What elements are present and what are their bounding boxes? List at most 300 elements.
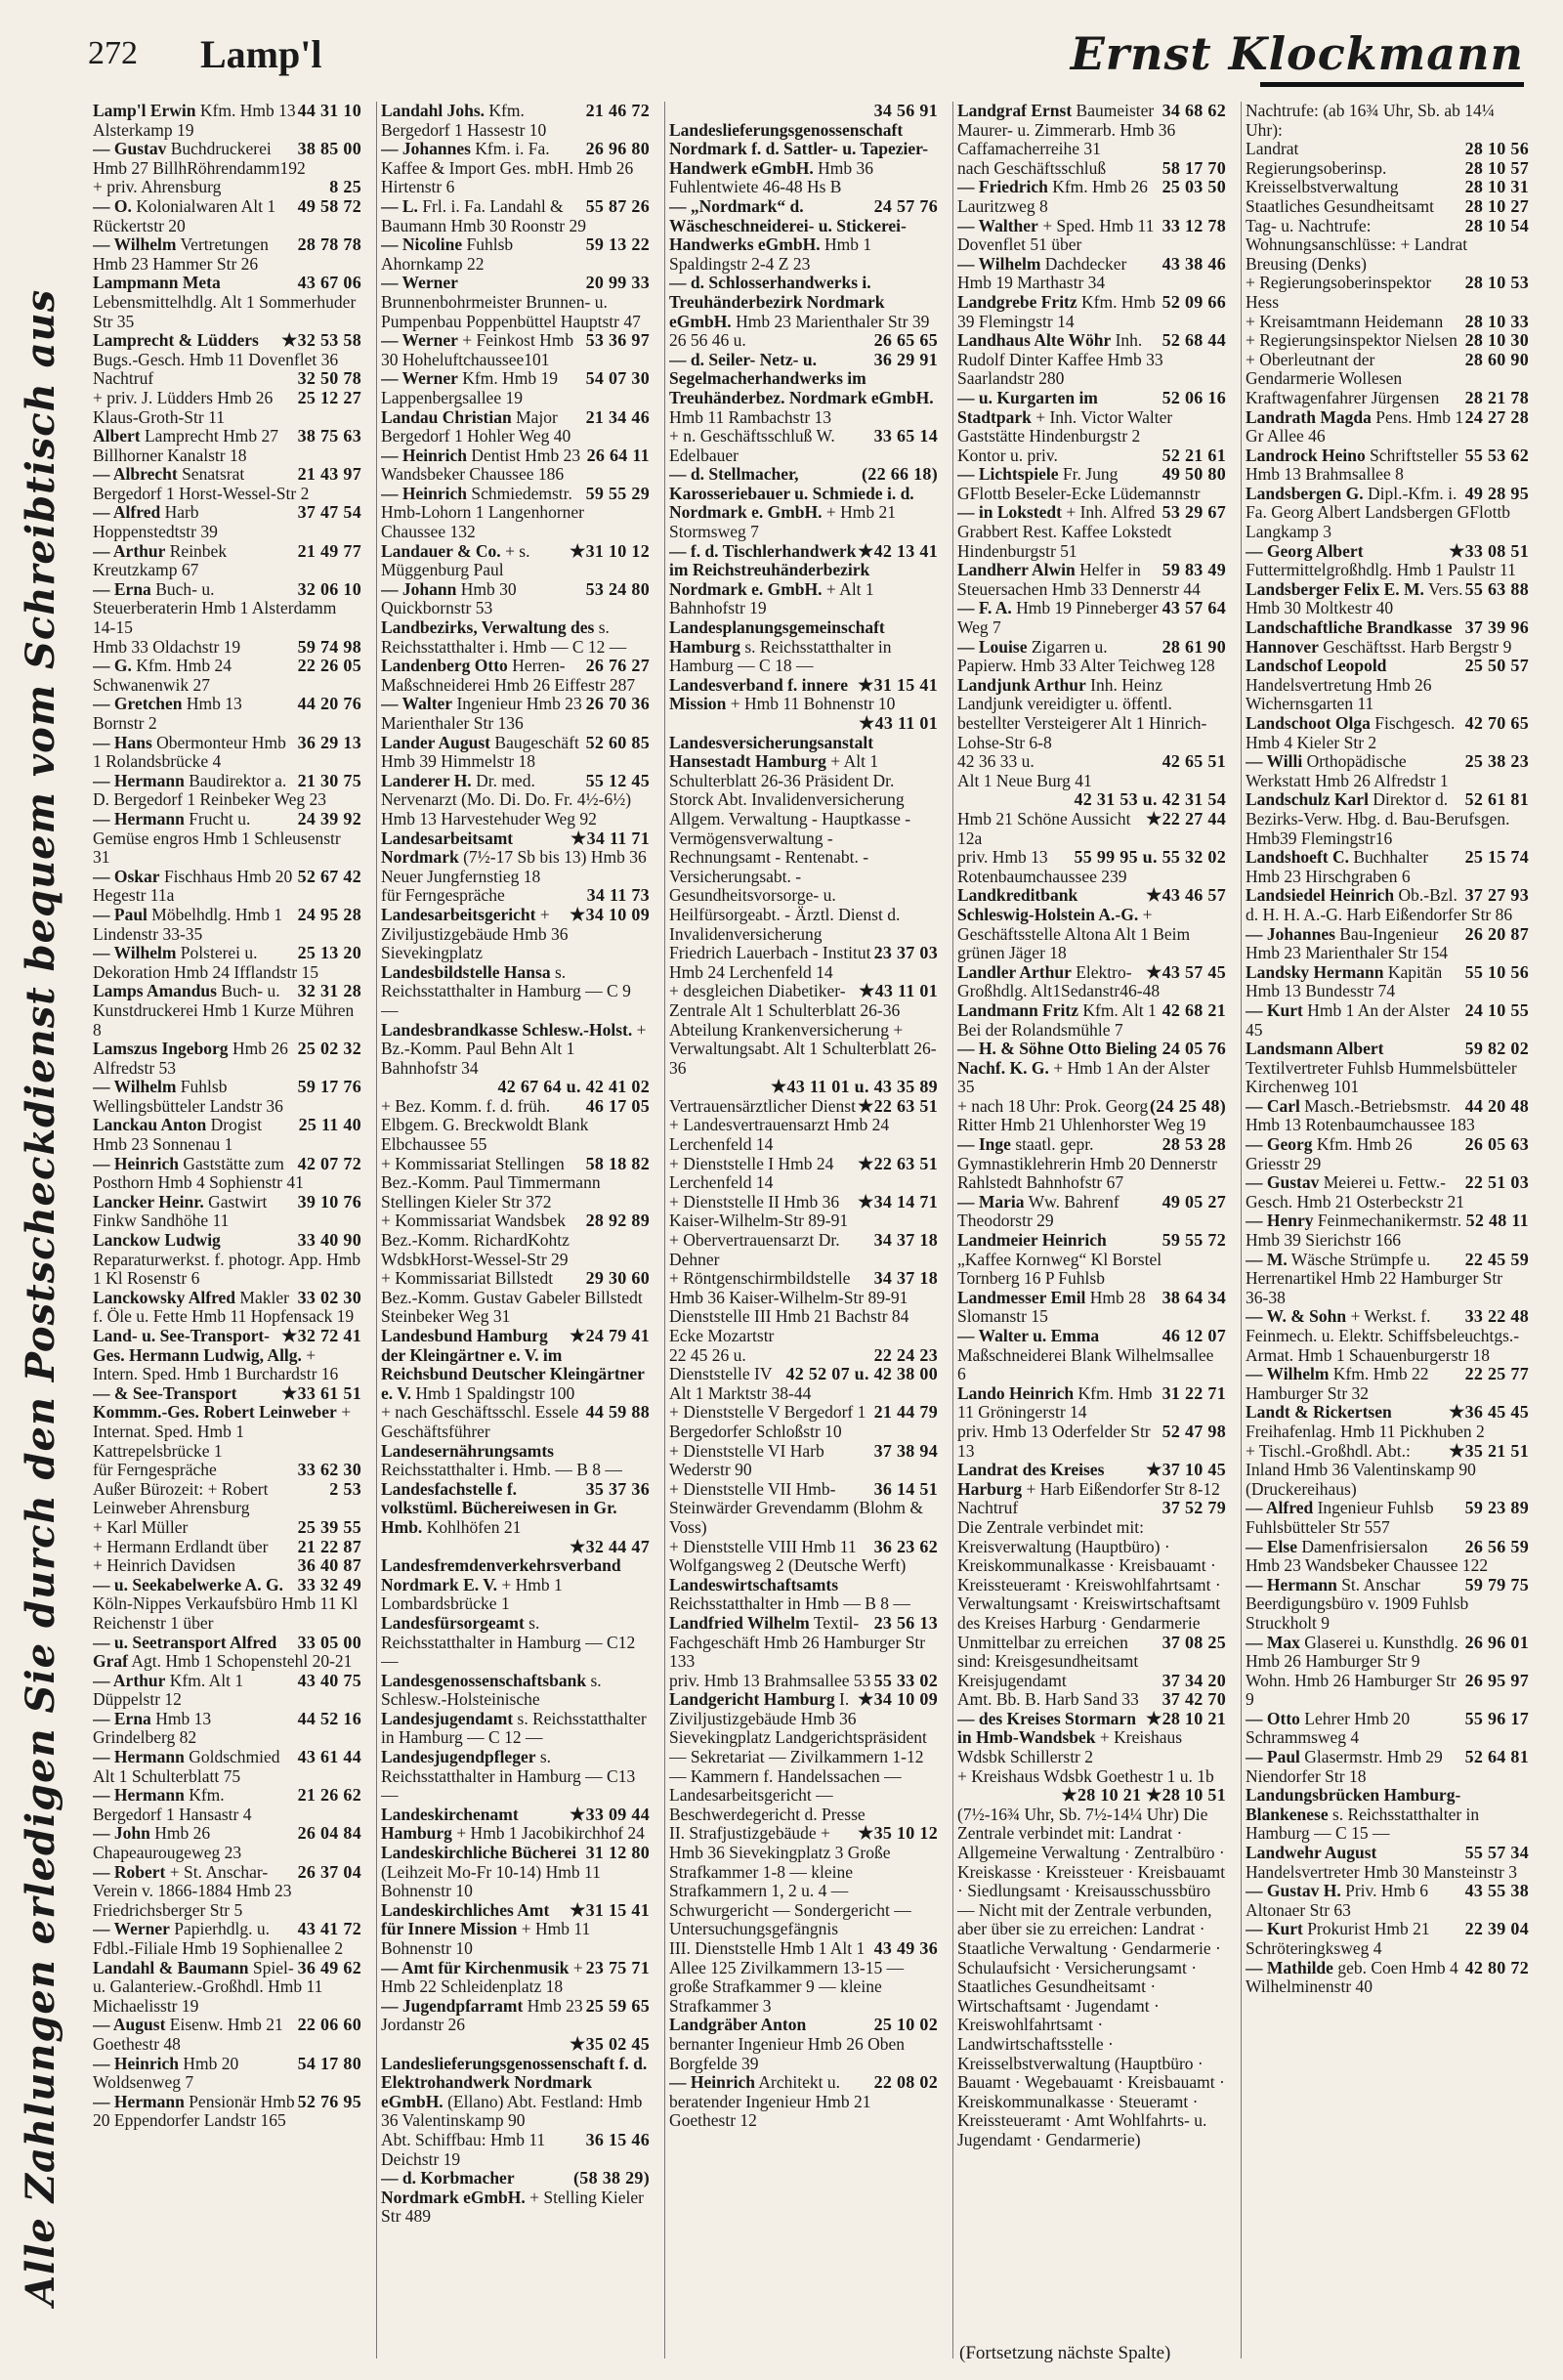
directory-entry [957,1001,1226,1040]
directory-entry [1246,1920,1529,1958]
phone-number: 24 95 28 [297,904,361,924]
entry-details: s. Reichsstatthalter in Hamburg — C 12 — [381,1708,647,1748]
entry-name: — L. [381,195,418,216]
entry-name: Landeslieferungsgenossenschaft f. d. Elektrohandwerk Nordmark eGmbH. [381,2053,648,2111]
directory-entry [93,2016,361,2054]
phone-number: ★36 45 45 [1449,1402,1529,1423]
phone-number: 33 12 78 [1162,215,1226,235]
entry-name: — Alfred [1246,1498,1314,1518]
directory-entry [669,1021,938,1079]
phone-number: 33 05 00 [297,1632,361,1652]
entry-details: + Alt 1 Bahnhofstr 19 [669,578,874,618]
phone-number: 37 42 70 [1162,1689,1226,1710]
directory-entry [669,1403,938,1441]
entry-details: Kfm. Hmb 11 Gröningerstr 14 [957,1382,1153,1423]
entry-name: Lampmann Meta [93,273,221,293]
entry-details: III. Dienststelle Hmb 1 Alt 1 Allee 125 Zivilkammern 13-15 — große Strafkammer 9 — kleine Strafkammer 3 [669,1938,905,2016]
entry-details: + priv. Ahrensburg [93,177,222,197]
phone-number: 42 68 21 [1162,999,1226,1020]
entry-name: Landesjugendamt [381,1708,514,1728]
directory-entry [1246,102,1529,140]
directory-entry [669,102,938,197]
entry-details: Nachtrufe: (ab 16¾ Uhr, Sb. ab 14¼ Uhr): [1246,102,1495,140]
entry-details: Buch- u. Steuerberaterin Hmb 1 Alsterdamm 14-15 [93,578,337,638]
running-head: Lamp'l [200,32,322,76]
entry-details: Polsterei u. Dekoration Hmb 24 Ifflandstr 15 [93,943,319,982]
entry-details: Hmb 1 An der Alster 45 [1246,999,1451,1040]
directory-entry [381,1327,650,1403]
entry-name: — Wilhelm [957,253,1041,274]
directory-entry [957,676,1226,752]
entry-name: Landwehr August [1246,1843,1377,1863]
entry-details: + Hmb 1 Jacobikirchhof 24 [456,1823,645,1844]
entry-details: + Dienststelle VI Harb Wederstr 90 [669,1440,824,1480]
entry-name: Landeswirtschaftsamts [669,1574,839,1594]
entry-details: + Hmb 22 Schleidenplatz 18 [381,1957,583,1997]
phone-number: 36 29 13 [297,732,361,752]
directory-entry [1246,1135,1529,1173]
entry-name: — Maria [957,1191,1025,1211]
phone-number: 37 47 54 [297,502,361,523]
entry-name: Landesfürsorgeamt [381,1612,525,1633]
directory-entry [1246,1748,1529,1786]
entry-details: s. Reichsstatthalter in Hamburg — C12 — [381,1612,636,1672]
directory-entry [1246,886,1529,924]
entry-name: — Heinrich [381,445,467,465]
entry-name: Landesfachstelle f. volkstüml. Büchereiwesen in Gr. Hmb. [381,1478,617,1537]
entry-name: — W. & Sohn [1246,1306,1347,1327]
entry-details: Frl. i. Fa. Landahl & Baumann Hmb 30 Roonstr 29 [381,195,586,235]
entry-details: Futtermittelgroßhdlg. Hmb 1 Paulstr 11 [1246,560,1516,580]
phone-number: 26 65 65 [873,330,938,351]
directory-entry [1246,217,1529,275]
entry-name: Lancker Heinr. [93,1191,204,1211]
directory-entry [381,1844,650,1901]
phone-number: 52 60 85 [585,732,650,752]
entry-name: — u. Seekabelwerke A. G. [93,1574,283,1594]
directory-entry [381,1997,650,2035]
directory-entry [1246,313,1529,332]
phone-number: 52 48 11 [1465,1211,1529,1231]
phone-number: 21 22 87 [297,1536,361,1556]
directory-entry [93,1863,361,1921]
entry-details: s. Reichsstatthalter in Hamburg — C 9 — [381,961,631,1020]
entry-name: Landesbrandkasse Schlesw.-Holst. [381,1019,633,1040]
directory-entry [93,1672,361,1710]
entry-details: Geschäftsst. Harb Bergstr 9 [1323,636,1512,657]
directory-entry [93,1480,361,1518]
directory-entry [1246,351,1529,389]
entry-name: — in Lokstedt [957,502,1062,523]
phone-number: 36 14 51 [873,1478,938,1499]
phone-number: ★34 10 09 [570,904,650,924]
entry-details: + Hermann Erdlandt über [93,1536,269,1556]
directory-entry [381,1078,650,1097]
entry-details: Bugs.-Gesch. Hmb 11 Dovenflet 36 [93,349,339,369]
entry-details: + Hmb 11 Bohnenstr 10 [730,694,896,714]
phone-number: ★43 46 57 [1146,885,1226,906]
directory-entry [1246,1844,1529,1882]
entry-details: Amt. Bb. B. Harb Sand 33 [957,1689,1139,1710]
phone-number: 55 63 88 [1464,578,1529,599]
directory-entry [381,1155,650,1212]
phone-number: 21 30 75 [297,770,361,790]
directory-entry [93,389,361,427]
entry-name: Landeskirchliche Bücherei [381,1843,577,1863]
phone-number: 26 20 87 [1464,923,1529,944]
entry-name: Landesgenossenschaftsbank [381,1670,587,1690]
advertisement-underline [1260,82,1524,87]
phone-number: 33 62 30 [297,1460,361,1480]
entry-details: Inh. Heinz Landjunk vereidigter u. öffentl. bestellter Versteigerer Alt 1 Hinrich-Lohse-Str 6-8 [957,674,1207,752]
directory-entry [381,886,650,906]
entry-name: — Albrecht [93,464,178,485]
entry-name: Landahl Johs. [381,102,486,120]
entry-details: Kfm. Hmb 19 Lappenbergsallee 19 [381,368,558,407]
phone-number: ★35 02 45 [570,2033,650,2054]
phone-number: 36 15 46 [585,2129,650,2149]
directory-entry [669,1442,938,1480]
entry-name: — Carl [1246,1095,1300,1116]
phone-number: 49 28 95 [1464,483,1529,503]
phone-number: 26 96 80 [585,139,650,159]
directory-entry [957,465,1226,503]
phone-number: 33 02 30 [297,1287,361,1307]
entry-name: Landschof Leopold [1246,656,1387,676]
phone-number: 26 95 97 [1464,1670,1529,1690]
directory-entry [381,197,650,235]
entry-name: Landsmann Albert [1246,1039,1384,1059]
entry-details: Kreisjugendamt [957,1670,1067,1690]
directory-entry [669,1480,938,1538]
directory-entry [381,1672,650,1710]
directory-entry [669,1538,938,1576]
directory-entry [669,1939,938,2016]
phone-number: 52 21 61 [1162,445,1226,465]
phone-number: 46 12 07 [1162,1326,1226,1345]
directory-entry [669,1269,938,1307]
directory-entry [93,235,361,274]
entry-details: St. Anschar Beerdigungsbüro v. 1909 Fuhlsb Struckholt 9 [1246,1574,1469,1633]
directory-entry [957,1231,1226,1289]
listing-column-1 [93,102,361,2359]
entry-details: Baudirektor a. D. Bergedorf 1 Reinbeker Weg 23 [93,770,326,810]
entry-name: — Mathilde [1246,1957,1333,1977]
directory-entry [93,1078,361,1116]
entry-name: Landesjugendpfleger [381,1747,536,1767]
directory-entry [93,1518,361,1538]
directory-entry [669,331,938,351]
phone-number: 59 55 72 [1162,1230,1226,1251]
entry-name: — Wilhelm [1246,1364,1330,1384]
entry-details: Handelsvertretung Hmb 26 Wichernsgarten 11 [1246,674,1432,714]
page-number: 272 [88,35,138,71]
phone-number: 34 37 18 [873,1230,938,1251]
phone-number: 52 76 95 [297,2091,361,2111]
phone-number: ★28 10 21 [1146,1708,1226,1728]
entry-details: (Leihzeit Mo-Fr 10-14) Hmb 11 Bohnenstr 10 [381,1861,601,1901]
phone-number: 59 74 98 [297,636,361,657]
directory-entry [957,1806,1226,2150]
directory-entry [381,1614,650,1672]
entry-name: — Jugendpfarramt [381,1995,524,2016]
directory-entry [93,2055,361,2093]
phone-number: ★34 10 09 [858,1689,938,1710]
entry-details: Major Bergedorf 1 Hohler Weg 40 [381,406,571,446]
directory-entry [93,1327,361,1384]
entry-details: Priv. Hmb 6 Altonaer Str 63 [1246,1881,1429,1920]
entry-details: Hmb 28 Slomanstr 15 [957,1287,1146,1327]
directory-entry [1246,331,1529,351]
directory-entry [93,1959,361,2017]
entry-details: Hmb 30 Quickbornstr 53 [381,578,517,618]
entry-details: Hmb 13 Bornstr 2 [93,694,242,733]
phone-number: 52 67 42 [297,866,361,886]
entry-name: — Henry [1246,1211,1314,1231]
entry-details: Kontor u. priv. [957,445,1058,465]
phone-number: ★33 08 51 [1449,540,1529,561]
directory-entry [93,1824,361,1862]
phone-number: ★43 57 45 [1146,961,1226,982]
directory-entry [669,982,938,1020]
entry-details: Senatsrat Bergedorf 1 Horst-Wessel-Str 2 [93,464,310,503]
entry-details: Nachtruf [93,368,154,389]
directory-entry [93,1920,361,1958]
directory-entry [1246,848,1529,886]
phone-number: 26 04 84 [297,1823,361,1844]
entry-details: Staatliches Gesundheitsamt [1246,195,1434,216]
directory-entry [957,217,1226,255]
entry-name: — & See-Transport Kommm.-Ges. Robert Leinweber [93,1382,337,1423]
phone-number: 43 61 44 [297,1747,361,1767]
entry-details: Hmb 1 Spaldingstr 2-4 Z 23 [669,234,872,274]
entry-name: Landau Christian [381,406,512,427]
advertisement-wordmark: Ernst Klockmann [1070,27,1524,80]
entry-name: Landler Arthur [957,961,1072,982]
entry-name: — „Nordmark“ d. Wäscheschneiderei- u. Stickerei-Handwerks eGmbH. [669,195,907,255]
entry-details: + Dienststelle VII Hmb-Steinwärder Grevendamm (Blohm & Voss) [669,1478,924,1537]
phone-number: ★35 21 51 [1449,1440,1529,1461]
directory-entry [669,197,938,274]
entry-name: — Else [1246,1536,1297,1556]
phone-number: 38 75 63 [297,426,361,446]
phone-number: ★34 14 71 [858,1191,938,1211]
phone-number: 28 10 33 [1464,311,1529,331]
directory-entry [93,1155,361,1193]
entry-details: Freihafenlag. Hmb 11 Pickhuben 2 [1246,1421,1485,1441]
entry-name: Landgraf Ernst [957,102,1073,120]
entry-details: für Ferngespräche [381,885,505,906]
phone-number: 43 49 36 [873,1938,938,1958]
directory-entry [381,235,650,274]
entry-name: — Willi [1246,751,1303,772]
entry-name: — Werner [93,1919,170,1939]
phone-number: 36 23 62 [873,1536,938,1556]
entry-details: Reichsstatthalter in Hmb — B 8 — [669,1594,910,1614]
entry-details: priv. Hmb 13 Oderfelder Str 13 [957,1421,1151,1461]
directory-entry [381,369,650,407]
entry-name: — Max [1246,1632,1300,1652]
entry-details: Direktor d. Bezirks-Verw. Hbg. d. Bau-Berufsgen. Hmb39 Flemingstr16 [1246,789,1510,848]
entry-details: „Kaffee Kornweg“ Kl Borstel Tornberg 16 P Fuhlsb [957,1249,1162,1289]
directory-entry [957,1289,1226,1327]
entry-name: Landeskirchliches Amt für Innere Mission [381,1899,550,1939]
directory-entry [381,274,650,331]
directory-entry [957,178,1226,216]
entry-details: Die Zentrale verbindet mit: Kreisverwaltung (Hauptbüro) · Kreiskommunalkasse · Kreisbauamt · Kreissteueramt · Kreiswohlfahrtsamt · Verwaltungsamt · Kreiswirtschaftsamt des Kreises Harburg · Gendarmerie [957,1516,1221,1633]
directory-entry [957,1135,1226,1193]
continuation-note: (Fortsetzung nächste Spalte) [959,2343,1171,2363]
directory-entry [669,1346,938,1366]
entry-details: Dipl.-Kfm. i. Fa. Georg Albert Landsbergen GFlottb Langkamp 3 [1246,483,1511,542]
entry-details: + Inh. Alfred Grabbert Rest. Kaffee Lokstedt Hindenburgstr 51 [957,502,1172,561]
entry-details: Hmb 33 Oldachstr 19 [93,636,241,657]
entry-details: Ingenieur Hmb 23 Marienthaler Str 136 [381,694,582,733]
entry-name: Landesverband f. innere Mission [669,674,848,714]
phone-number: 25 39 55 [297,1516,361,1537]
phone-number: 52 64 81 [1464,1747,1529,1767]
entry-details: Hmb 23 Marienthaler Str 39 [736,311,930,331]
entry-details: Fr. Jung GFlottb Beseler-Ecke Lüdemannstr [957,464,1201,503]
phone-number: 28 10 54 [1464,215,1529,235]
directory-entry [93,734,361,772]
entry-details: + Hmb 11 Bohnenstr 10 [381,1919,591,1958]
entry-details: (Ellano) Abt. Festland: Hmb 36 Valentinskamp 90 [381,2091,643,2131]
directory-entry [1246,1001,1529,1040]
entry-details: Kolonialwaren Alt 1 Rückertstr 20 [93,195,276,235]
phone-number: 59 17 76 [297,1077,361,1097]
phone-number: 31 12 80 [585,1843,650,1863]
entry-name: Lanckowsky Alfred [93,1287,236,1307]
entry-name: Landesplanungsgemeinschaft Hamburg [669,617,885,657]
phone-number: 37 27 93 [1464,885,1529,906]
phone-number: 44 59 88 [585,1402,650,1423]
entry-name: Landesarbeitsamt Nordmark [381,828,514,868]
side-slogan: Alle Zahlungen erledigen Sie durch den Postscheckdienst bequem vom Schreibtisch aus [18,288,63,2306]
entry-name: — Arthur [93,540,166,561]
entry-details: + Harb Eißendorfer Str 8-12 [1026,1478,1220,1499]
entry-name: — Erna [93,1708,151,1728]
entry-details: (7½-16¾ Uhr, Sb. 7½-14¼ Uhr) Die Zentrale verbindet mit: Landrat · Allgemeine Verwaltung · Zentralbüro · Kreiskasse · Kreissteuer · Kreisbauamt · Siedlungsamt · Kreisausschussbüro — Nicht mit der Zentrale verbunden, aber über sie zu erreichen: Landrat · Staatliche Verwaltung · Gendarmerie · Schulaufsicht · Versicherungsamt · Staatliches Gesundheitsamt · Wirtschaftsamt · Jugendamt · Kreiswohlfahrtsamt · Landwirtschaftsstelle · Kreisselbstverwaltung (Hauptbüro · Bauamt · Wegebauamt · Kreisbauamt · Kreiskommunalkasse · Steueramt · Kreissteueramt · Amt Wohlfahrts- u. Jugendamt · Gendarmerie) [957,1804,1226,2149]
directory-entry [957,886,1226,962]
phone-number: 55 87 26 [585,195,650,216]
entry-details: Pens. Hmb 1 Gr Allee 46 [1246,406,1464,446]
phone-number: 22 06 60 [297,2015,361,2035]
entry-details: Eisenw. Hmb 21 Goethestr 48 [93,2015,283,2054]
phone-number: ★32 53 58 [281,330,361,351]
phone-number: 53 29 67 [1162,502,1226,523]
phone-number: 37 39 96 [1464,617,1529,638]
entry-details: Baugeschäft Hmb 39 Himmelstr 18 [381,732,579,772]
directory-entry [957,1710,1226,1767]
entry-name: — Inge [957,1134,1011,1155]
entry-details: + Dienststelle VIII Hmb 11 Wolfgangsweg 2 (Deutsche Werft) [669,1536,907,1576]
entry-name: — Heinrich [669,2072,755,2093]
directory-entry [957,1672,1226,1691]
entry-name: Landschoot Olga [1246,713,1371,733]
directory-entry [1246,1173,1529,1211]
entry-name: — Hans [93,732,152,752]
phone-number: 54 17 80 [297,2053,361,2073]
entry-details: + Tischl.-Großhdl. Abt.: Inland Hmb 36 Valentinskamp 90 (Druckereihaus) [1246,1440,1476,1499]
entry-details: Wäsche Strümpfe u. Herrenartikel Hmb 22 Hamburger Str 36-38 [1246,1249,1503,1307]
directory-entry [381,1480,650,1538]
entry-name: Landrat des Kreises Harburg [957,1460,1105,1499]
entry-details: Kfm. Hmb 39 Flemingstr 14 [957,291,1156,331]
directory-entry [381,618,650,657]
entry-details: + Kommissariat Stellingen Bez.-Komm. Paul Timmermann Stellingen Kieler Str 372 [381,1153,601,1211]
directory-entry [93,1289,361,1327]
entry-name: Landenberg Otto [381,656,508,676]
entry-name: — Gretchen [93,694,183,714]
phone-number: 37 34 20 [1162,1670,1226,1690]
entry-details: Kfm. Bergedorf 1 Hassestr 10 [381,102,547,140]
entry-name: — Wilhelm [93,943,177,963]
entry-details: + Regierungsoberinspektor Hess [1246,273,1432,312]
entry-name: — Heinrich [93,2053,179,2073]
phone-number: ★43 11 01 [859,713,938,733]
entry-details: + desgleichen Diabetiker-Zentrale Alt 1 Schulterblatt 26-36 [669,981,901,1020]
entry-details: Kfm. Alt 1 Düppelstr 12 [93,1670,244,1710]
entry-details: + Oberleutnant der Gendarmerie Wollesen [1246,349,1403,389]
entry-details: Hmb 26 Chapeaurougeweg 23 [93,1823,242,1863]
directory-entry [1246,1538,1529,1576]
entry-details: Schriftsteller Hmb 13 Brahmsallee 8 [1246,445,1458,485]
entry-name: — Arthur [93,1670,166,1690]
phone-number: 43 41 72 [297,1919,361,1939]
phone-number: 20 99 33 [585,273,650,293]
directory-entry [957,1499,1226,1518]
entry-details: (7½-17 Sb bis 13) Hmb 36 Neuer Jungfernstieg 18 [381,847,647,886]
entry-details: + Röntgenschirmbildstelle Hmb 36 Kaiser-Wilhelm-Str 89-91 [669,1268,908,1307]
phone-number: (58 38 29) [573,2168,650,2189]
phone-number: 33 40 90 [297,1230,361,1251]
phone-number: 36 49 62 [297,1957,361,1977]
entry-details: Agt. Hmb 1 Schopenstehl 20-21 [131,1651,353,1672]
phone-number: 52 68 44 [1162,330,1226,351]
phone-number: 37 52 79 [1162,1498,1226,1518]
entry-details: Hmb 26 Alfredstr 53 [93,1039,288,1078]
phone-number: 21 44 79 [873,1402,938,1423]
entry-details: + Kommissariat Wandsbek Bez.-Komm. RichardKohtz WdsbkHorst-Wessel-Str 29 [381,1211,570,1269]
entry-name: — Heinrich [381,483,467,503]
directory-entry [381,1021,650,1079]
entry-name: — Hermann [93,770,185,790]
entry-name: Landahl & Baumann [93,1957,249,1977]
entry-details: + Heinrich Davidsen [93,1555,235,1576]
directory-entry [381,1959,650,1997]
entry-details: Handelsvertreter Hmb 30 Mansteinstr 3 [1246,1861,1517,1882]
directory-entry [381,408,650,446]
entry-details: Textilvertreter Fuhlsb Hummelsbütteler Kirchenweg 101 [1246,1057,1517,1097]
entry-details: Goldschmied Alt 1 Schulterblatt 75 [93,1747,280,1786]
phone-number: ★24 79 41 [570,1326,650,1345]
entry-name: — Louise [957,636,1028,657]
directory-entry [93,638,361,658]
directory-entry [381,1097,650,1155]
phone-number: 25 10 02 [873,2015,938,2035]
entry-name: — u. Seetransport Alfred Graf [93,1632,277,1672]
entry-name: — Walter [381,694,453,714]
entry-name: Landgericht Hamburg [669,1689,835,1710]
directory-entry [957,810,1226,848]
directory-entry [93,1116,361,1154]
directory-entry [93,102,361,140]
directory-entry [1246,1442,1529,1500]
directory-entry [1246,1499,1529,1537]
entry-details: Dachdecker Hmb 19 Marthastr 34 [957,253,1127,293]
directory-entry [957,1384,1226,1423]
